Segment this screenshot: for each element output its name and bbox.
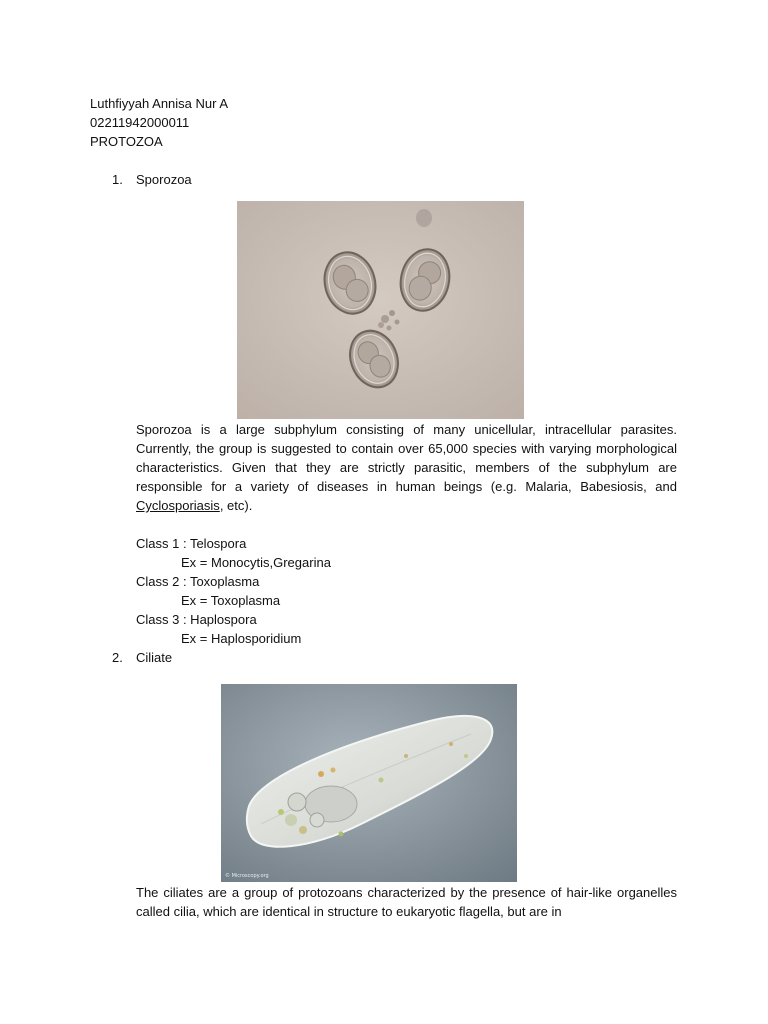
sporozoa-paragraph: [136, 420, 677, 515]
cyclosporiasis-link[interactable]: Cyclosporiasis: [136, 498, 220, 513]
ciliate-paragraph: The ciliates are a group of protozoans characterized by the presence of hair-like organelles called cilia, which are identical in structure to eukaryotic flagella, but are in: [136, 885, 677, 919]
sporozoa-paragraph-text: Sporozoa is a large subphylum consisting of many unicellular, intracellular parasites. Currently, the group is suggested to contain over 65,000 species with varying morphological characteristics. Given that they are strictly parasitic, members of the subphylum are responsible for a variety of diseases in human beings (e.g. Malaria, Babesiosis, and: [136, 422, 677, 494]
section-2-number: 2.: [112, 650, 123, 665]
sporozoa-paragraph-end: , etc).: [219, 498, 253, 513]
section-1-number: 1.: [112, 172, 123, 187]
class-2-label: Class 2 : Toxoplasma: [136, 574, 260, 589]
document-topic: PROTOZOA: [90, 134, 163, 149]
class-1-example: Ex = Monocytis,Gregarina: [181, 555, 331, 570]
student-id: 02211942000011: [90, 115, 190, 130]
sporozoa-image: [237, 201, 524, 419]
class-1-label: Class 1 : Telospora: [136, 536, 247, 551]
section-2-title: Ciliate: [136, 650, 173, 665]
author-name: Luthfiyyah Annisa Nur A: [90, 96, 229, 111]
ciliate-image: [221, 684, 517, 882]
class-3-example: Ex = Haplosporidium: [181, 631, 302, 646]
section-1-title: Sporozoa: [136, 172, 192, 187]
image-watermark: © Microscopy.org: [225, 873, 269, 879]
class-2-example: Ex = Toxoplasma: [181, 593, 281, 608]
class-3-label: Class 3 : Haplospora: [136, 612, 257, 627]
